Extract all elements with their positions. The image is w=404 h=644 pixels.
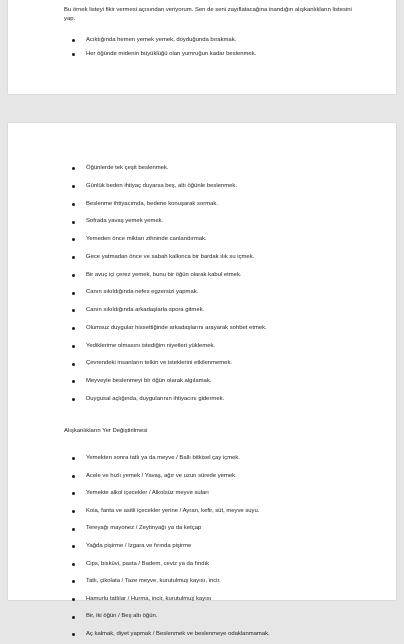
list-item-text: Yağda pişirme / Izgara ve fırında pişirme <box>86 542 192 549</box>
list-item-text: Canın sıkıldığında arkadaşlarla spora gitmek. <box>86 307 205 313</box>
list-item <box>72 538 270 556</box>
bullet-icon <box>72 563 75 566</box>
bullet-icon <box>72 238 75 241</box>
list-item <box>72 33 256 47</box>
bullet-icon <box>72 167 75 170</box>
list-item <box>72 178 267 196</box>
list-item <box>72 391 267 409</box>
bullet-icon <box>72 545 75 548</box>
bullet-icon <box>72 39 75 42</box>
list-item <box>72 355 267 373</box>
bullet-icon <box>72 475 75 478</box>
list-item-text: Aç kalmak, diyet yapmak / Beslenmek ve beslenmeye odaklanmamak. <box>86 630 270 637</box>
list-item-text: Her öğünde midenin büyüklüğü olan yumruğun kadar beslenmek. <box>86 51 257 57</box>
list-item <box>72 468 270 486</box>
list-item <box>72 302 267 320</box>
list-item <box>72 485 270 503</box>
list-item-text: Kola, fanta ve asitli içecekler yerine / Ayran, kefir, süt, meyve suyu. <box>86 507 260 514</box>
list-item <box>72 284 267 302</box>
list-item-text: Hamurlu tatlılar / Hurma, incir, kurutulmuş kayısı <box>86 595 212 602</box>
bullet-icon <box>72 345 75 348</box>
list-item <box>72 231 267 249</box>
bullet-icon <box>72 53 75 56</box>
bullet-list <box>72 33 256 61</box>
list-item <box>72 47 256 61</box>
list-item <box>72 320 267 338</box>
list-item-text: Günlük beden ihtiyaç duyarsa beş, altı öğünle beslenmek. <box>86 182 237 189</box>
habit-bullet-list <box>72 160 267 409</box>
bullet-icon <box>72 203 75 206</box>
list-item <box>72 267 267 285</box>
list-item <box>72 338 267 356</box>
bullet-icon <box>72 633 75 636</box>
bullet-icon <box>72 492 75 495</box>
bullet-icon <box>72 380 75 383</box>
list-item <box>72 626 270 644</box>
bullet-icon <box>72 457 75 460</box>
bullet-icon <box>72 256 75 259</box>
list-item <box>72 503 270 521</box>
list-item <box>72 608 270 626</box>
list-item-text: Tatlı, çikolata / Taze meyve, kurutulmuş kayısı, incir. <box>86 578 221 585</box>
list-item-text: Yediklerime olmasını istediğim niyetleri yüklemek. <box>86 342 216 349</box>
list-item-text: Olumsuz duygular hissettiğinde arkadaşlarını arayarak sohbet etmek. <box>86 324 267 331</box>
list-item-text: Cips, bisküvi, pasta / Badem, ceviz ya da fındık <box>86 560 210 567</box>
bullet-icon <box>72 398 75 401</box>
bullet-icon <box>72 327 75 330</box>
list-item <box>72 249 267 267</box>
list-item-text: Yemeden önce miktarı zihninde canlandırmak. <box>86 236 207 242</box>
list-item-text: Sofrada yavaş yemek yemek. <box>86 218 164 225</box>
list-item-text: Yemekten sonra tatlı ya da meyve / Ballı bitkisel çay içmek. <box>86 455 240 461</box>
list-item-text: Yemekte alkol içecekler / Alkolsüz meyve suları <box>86 490 209 497</box>
list-item-text: Beslenme ihtiyacımda, bedene konuşarak sormak. <box>86 200 218 207</box>
bullet-icon <box>72 274 75 277</box>
list-item <box>72 196 267 214</box>
bullet-icon <box>72 363 75 366</box>
bullet-icon <box>72 510 75 513</box>
section-heading: Alışkanlıkların Yer Değiştirilmesi <box>64 428 148 434</box>
bullet-icon <box>72 292 75 295</box>
list-item <box>72 160 267 178</box>
bullet-icon <box>72 185 75 188</box>
list-item-text: Acıktığında hemen yemek yemek, doyduğunda bırakmak. <box>86 37 237 43</box>
intro-paragraph: Bu örnek listeyi fikir vermesi açısından veriyorum. Sen de seni zayıflatacağına inandığın alışkanlıkların listesini yap. <box>64 7 352 22</box>
list-item-text: Tereyağı mayonez / Zeytinyağı ya da ketçap <box>86 525 202 532</box>
list-item-text: Meyveyle beslenmeyi bir öğün olarak algılamak. <box>86 378 212 384</box>
list-item-text: Duygusal açlığında, duygularının ihtiyacını gidermek. <box>86 395 225 402</box>
list-item-text: Acele ve hızlı yemek / Yavaş, ağır ve uzun sürede yemek. <box>86 472 237 479</box>
list-item <box>72 450 270 468</box>
bullet-icon <box>72 616 75 619</box>
list-item <box>72 373 267 391</box>
bullet-icon <box>72 528 75 531</box>
list-item <box>72 213 267 231</box>
document-page-2 <box>8 123 396 637</box>
list-item <box>72 573 270 591</box>
bullet-icon <box>72 221 75 224</box>
bullet-icon <box>72 580 75 583</box>
list-item-text: Bir, iki öğün / Beş altı öğün. <box>86 613 158 620</box>
list-item-text: Canın sıkıldığında nefes egzersizi yapmak. <box>86 289 199 296</box>
document-page-1 <box>8 0 396 94</box>
list-item-text: Gece yatmadan önce ve sabah kalkınca bir bardak ılık su içmek. <box>86 253 255 260</box>
replacement-bullet-list <box>72 450 270 644</box>
list-item-text: Çevrendeki insanların telkin ve isteklerini etkilenmemek. <box>86 360 233 367</box>
list-item <box>72 556 270 574</box>
list-item-text: Öğünlerde tek çeşit beslenmek. <box>86 165 169 171</box>
list-item-text: Bir avuç içi çerez yemek, bunu bir öğün olarak kabul etmek. <box>86 271 242 278</box>
bullet-icon <box>72 309 75 312</box>
list-item <box>72 520 270 538</box>
